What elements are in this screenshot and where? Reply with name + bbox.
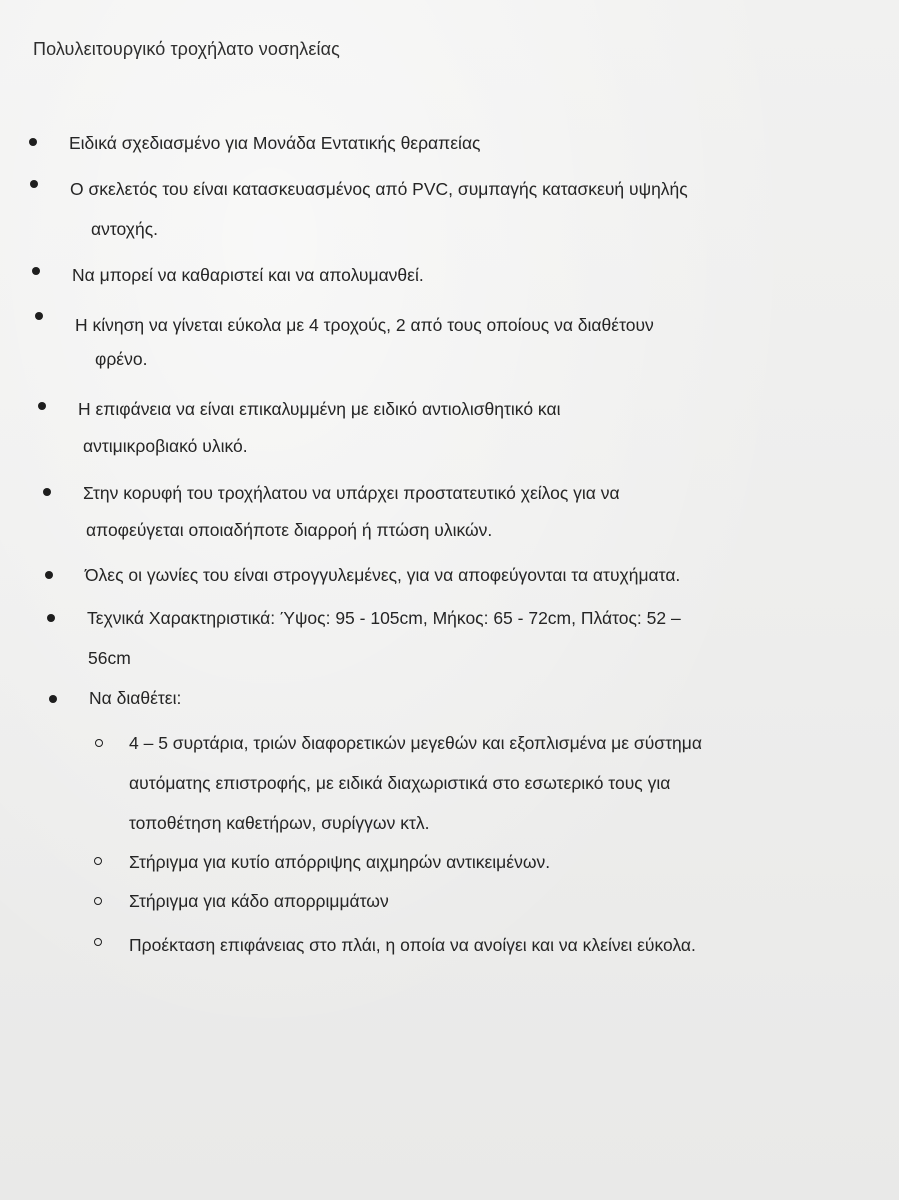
list-item-line: Ο σκελετός του είναι κατασκευασμένος από PVC, συμπαγής κατασκευή υψηλής xyxy=(70,179,688,199)
bullet-icon xyxy=(43,488,51,496)
bullet-icon xyxy=(35,312,43,320)
list-item-line: Η κίνηση να γίνεται εύκολα με 4 τροχούς, 2 από τους οποίους να διαθέτουν xyxy=(75,315,654,335)
list-item-line: Η επιφάνεια να είναι επικαλυμμένη με ειδικό αντιολισθητικό και xyxy=(78,399,561,419)
sub-list-item-line: Προέκταση επιφάνειας στο πλάι, η οποία να ανοίγει και να κλείνει εύκολα. xyxy=(129,935,696,955)
bullet-icon xyxy=(47,614,55,622)
sub-list-item-line: Στήριγμα για κάδο απορριμμάτων xyxy=(129,891,389,911)
list-item-line: Να μπορεί να καθαριστεί και να απολυμανθεί. xyxy=(72,265,424,285)
bullet-icon xyxy=(45,571,53,579)
bullet-icon xyxy=(30,180,38,188)
bullet-icon xyxy=(38,402,46,410)
circle-bullet-icon xyxy=(94,938,102,946)
list-item-line: Να διαθέτει: xyxy=(89,688,182,708)
bullet-icon xyxy=(49,695,57,703)
list-item-line: Στην κορυφή του τροχήλατου να υπάρχει προστατευτικό χείλος για να xyxy=(83,483,620,503)
list-item-line: Ειδικά σχεδιασμένο για Μονάδα Εντατικής θεραπείας xyxy=(69,133,481,153)
circle-bullet-icon xyxy=(94,857,102,865)
circle-bullet-icon xyxy=(94,897,102,905)
document-title: Πολυλειτουργικό τροχήλατο νοσηλείας xyxy=(33,39,340,59)
sub-list-item-line: Στήριγμα για κυτίο απόρριψης αιχμηρών αντικειμένων. xyxy=(129,852,551,872)
list-item-line: Τεχνικά Χαρακτηριστικά: Ύψος: 95 - 105cm, Μήκος: 65 - 72cm, Πλάτος: 52 – xyxy=(87,608,681,628)
list-item-line: αποφεύγεται οποιαδήποτε διαρροή ή πτώση υλικών. xyxy=(86,520,493,540)
sub-list-item-line: τοποθέτηση καθετήρων, συρίγγων κτλ. xyxy=(129,813,430,833)
bullet-icon xyxy=(29,138,37,146)
list-item-line: Όλες οι γωνίες του είναι στρογγυλεμένες, για να αποφεύγονται τα ατυχήματα. xyxy=(85,565,681,585)
sub-list-item-line: 4 – 5 συρτάρια, τριών διαφορετικών μεγεθών και εξοπλισμένα με σύστημα xyxy=(129,733,702,753)
list-item-line: 56cm xyxy=(88,648,131,668)
list-item-line: φρένο. xyxy=(95,349,148,369)
list-item-line: αντοχής. xyxy=(91,219,159,239)
sub-list-item-line: αυτόματης επιστροφής, με ειδικά διαχωριστικά στο εσωτερικό τους για xyxy=(129,773,671,793)
list-item-line: αντιμικροβιακό υλικό. xyxy=(83,436,248,456)
circle-bullet-icon xyxy=(95,739,103,747)
bullet-icon xyxy=(32,267,40,275)
